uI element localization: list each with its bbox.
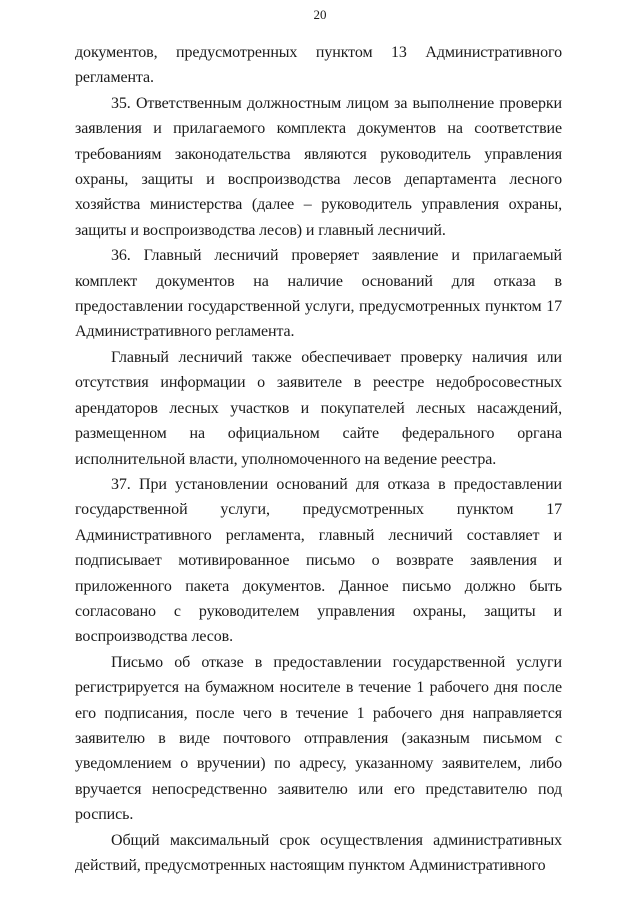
paragraph-36: 36. Главный лесничий проверяет заявление и прилагаемый комплект документов на наличие оснований для отказа в предоставлении государственной услуги, предусмотренных пунктом 17 Административного регламента. (75, 247, 562, 341)
paragraph-37-deadline: Общий максимальный срок осуществления административных действий, предусмотренных настоящим пунктом Административного (75, 831, 562, 874)
paragraph-37: 37. При установлении оснований для отказа в предоставлении государственной услуги, предусмотренных пунктом 17 Административного регламента, главный лесничий составляет и подписывает мотивированное письмо о возврате заявления и приложенного пакета документов. Данное письмо должно быть согласовано с руководителем управления охраны, защиты и воспроизводства лесов. (75, 475, 562, 646)
paragraph-36-continued: Главный лесничий также обеспечивает проверку наличия или отсутствия информации о заявителе в реестре недобросовестных арендаторов лесных участков и покупателей лесных насаждений, размещенном на официальном сайте федерального органа исполнительной власти, уполномоченного на ведение реестра. (75, 348, 562, 468)
document-body (75, 40, 562, 878)
paragraph-35: 35. Ответственным должностным лицом за выполнение проверки заявления и прилагаемого комплекта документов на соответствие требованиям законодательства являются руководитель управления охраны, защиты и воспроизводства лесов департамента лесного хозяйства министерства (далее – руководитель управления охраны, защиты и воспроизводства лесов) и главный лесничий. (75, 94, 562, 239)
paragraph-continuation: документов, предусмотренных пунктом 13 Административного регламента. (75, 44, 562, 87)
page-number: 20 (313, 7, 327, 22)
paragraph-37-letter: Письмо об отказе в предоставлении государственной услуги регистрируется на бумажном носителе в течение 1 рабочего дня после его подписания, после чего в течение 1 рабочего дня направляется заявителю в виде почтового отправления (заказным письмом с уведомлением о вручении) по адресу, указанному заявителем, либо вручается непосредственно заявителю или его представителю под роспись. (75, 653, 562, 824)
